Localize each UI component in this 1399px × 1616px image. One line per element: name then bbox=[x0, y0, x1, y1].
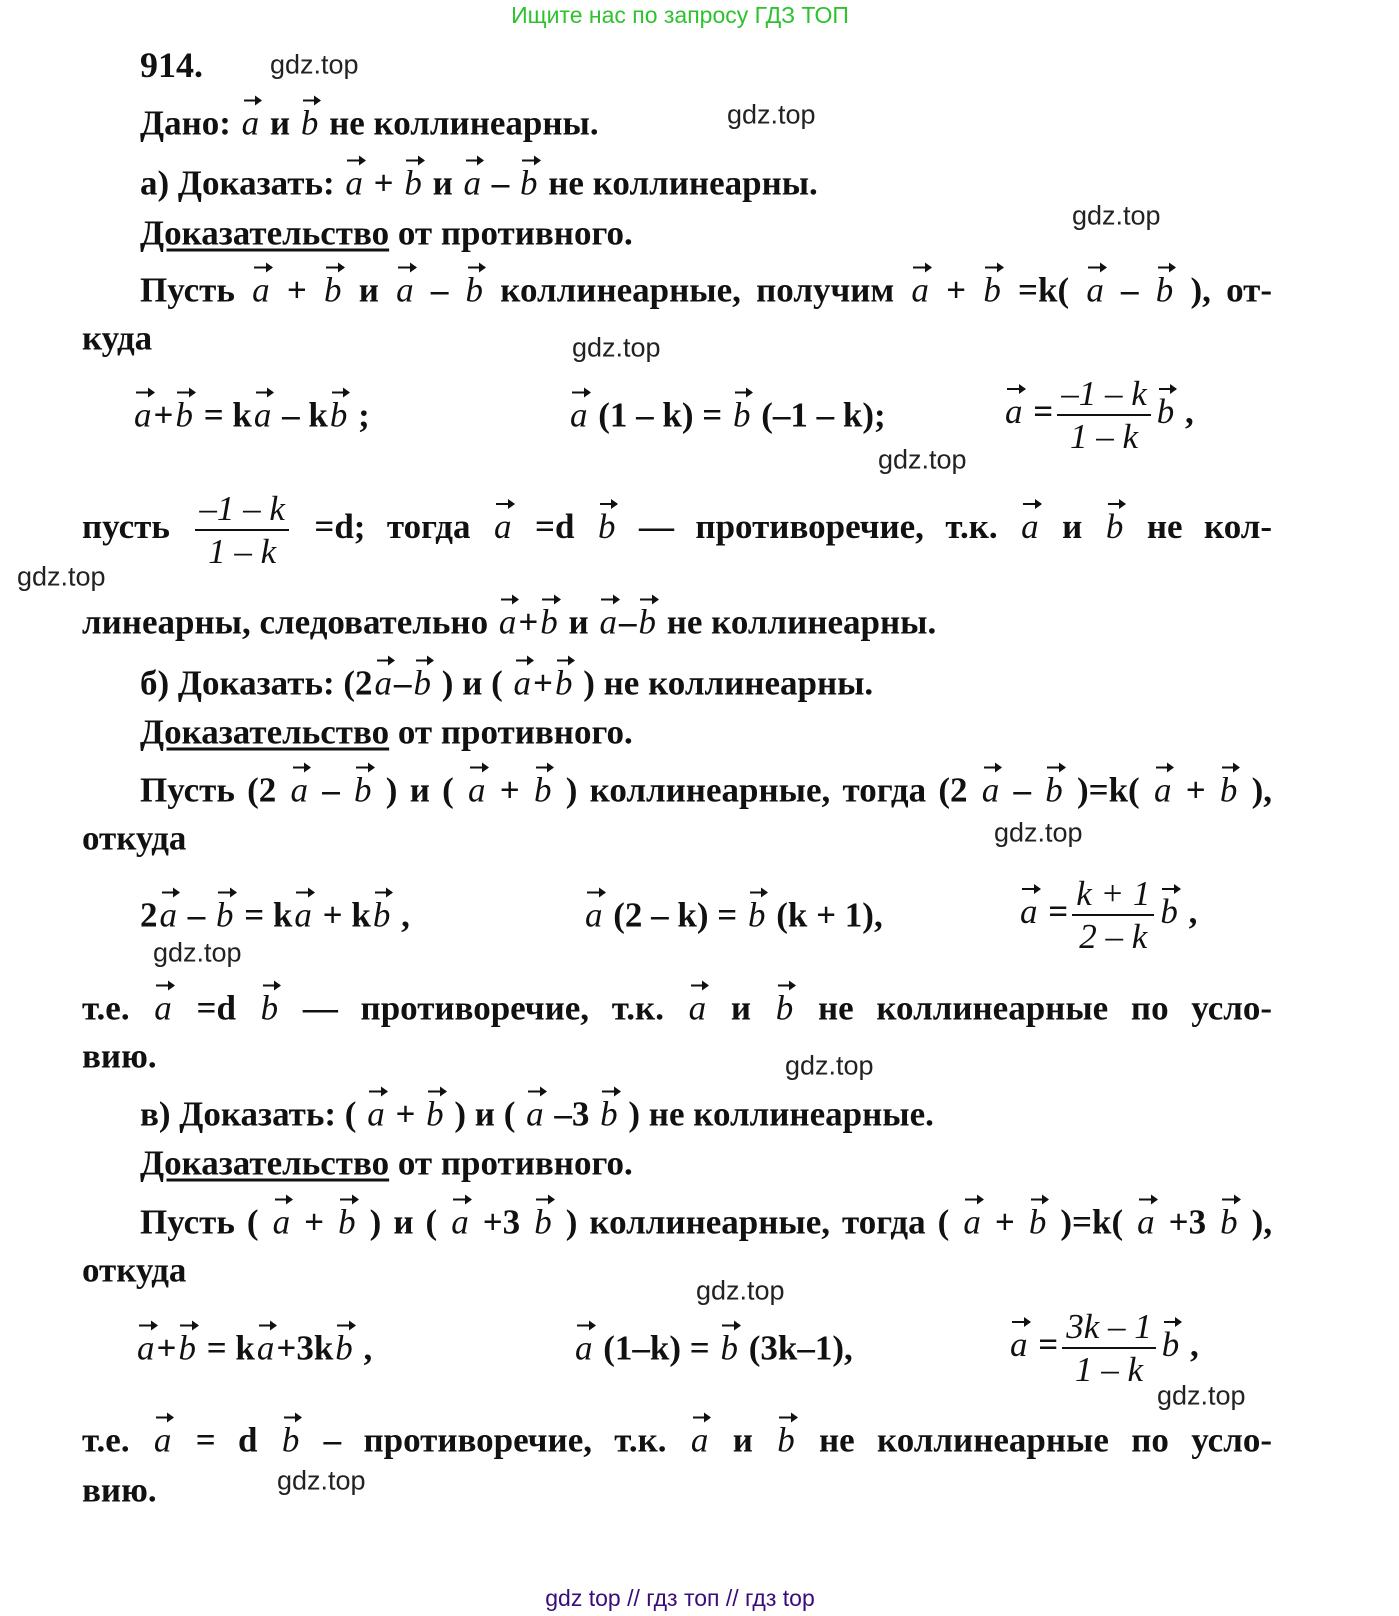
text: — противоречие, т.к. bbox=[302, 988, 687, 1028]
vector-b: b bbox=[335, 1328, 353, 1368]
text: = k bbox=[194, 395, 252, 435]
vector-a: a bbox=[981, 770, 1000, 810]
vector-a: a bbox=[688, 988, 707, 1028]
vector-a: a bbox=[256, 1328, 275, 1368]
text-line bbox=[82, 491, 1272, 569]
vector-a: a bbox=[468, 770, 486, 810]
text: + bbox=[533, 663, 553, 703]
vector-a: a bbox=[272, 1202, 291, 1242]
text: = bbox=[1029, 1325, 1059, 1365]
text: линеарны, следовательно bbox=[82, 602, 497, 642]
text-line bbox=[135, 1328, 373, 1368]
vector-b: b bbox=[178, 1328, 196, 1368]
text: – противоречие, т.к. bbox=[323, 1420, 689, 1460]
vector-a: a bbox=[451, 1202, 469, 1242]
text: – bbox=[1121, 270, 1139, 310]
vector-b: b bbox=[1161, 1325, 1180, 1365]
denominator: 2 – k bbox=[1079, 917, 1148, 956]
text: – bbox=[322, 770, 340, 810]
text: , bbox=[392, 895, 410, 935]
watermark: gdz.top bbox=[572, 332, 661, 363]
vector-a: a bbox=[526, 1094, 544, 1134]
vector-a: a bbox=[241, 103, 260, 143]
text: ), от- bbox=[1190, 270, 1272, 310]
text-line bbox=[82, 1250, 187, 1290]
text: (–1 – k); bbox=[752, 395, 886, 435]
text-line bbox=[82, 1470, 157, 1510]
watermark: gdz.top bbox=[153, 937, 242, 968]
text: + bbox=[286, 270, 307, 310]
text-line bbox=[82, 318, 153, 358]
vector-a: a bbox=[494, 507, 512, 547]
text-line bbox=[583, 895, 883, 935]
text: и bbox=[732, 1420, 776, 1460]
text: не кол- bbox=[1146, 507, 1273, 547]
text: –3 bbox=[545, 1094, 599, 1134]
vector-b: b bbox=[534, 1202, 552, 1242]
vector-b: b bbox=[638, 602, 656, 642]
text-line bbox=[140, 1143, 633, 1183]
vector-a: a bbox=[585, 895, 603, 935]
vector-b: b bbox=[404, 163, 422, 203]
text: + bbox=[153, 395, 174, 435]
vector-a: a bbox=[1020, 892, 1038, 932]
text-line bbox=[140, 1094, 934, 1134]
fraction bbox=[1057, 376, 1151, 454]
watermark: gdz.top bbox=[17, 561, 106, 592]
text: не коллинеарные по усло- bbox=[817, 988, 1273, 1028]
underlined-text: Доказательство bbox=[140, 712, 390, 752]
denominator: 1 – k bbox=[1069, 417, 1138, 456]
watermark: gdz.top bbox=[277, 1465, 366, 1496]
text: = k bbox=[235, 895, 293, 935]
text: т.е. bbox=[82, 1420, 152, 1460]
text-line bbox=[568, 395, 886, 435]
text: и bbox=[559, 602, 598, 642]
text-line bbox=[132, 395, 370, 435]
vector-b: b bbox=[775, 988, 794, 1028]
vector-a: a bbox=[1137, 1202, 1155, 1242]
vector-a: a bbox=[294, 895, 312, 935]
vector-a: a bbox=[570, 395, 588, 435]
text: =k( bbox=[1018, 270, 1085, 310]
vector-b: b bbox=[983, 270, 1001, 310]
vector-a: a bbox=[134, 395, 152, 435]
vector-a: a bbox=[1086, 270, 1104, 310]
vector-a: a bbox=[154, 988, 172, 1028]
text: ) и ( bbox=[433, 663, 512, 703]
text: = bbox=[1024, 392, 1054, 432]
text-line bbox=[82, 1420, 1272, 1460]
vector-b: b bbox=[1220, 1202, 1238, 1242]
watermark: gdz.top bbox=[785, 1050, 874, 1081]
text: и bbox=[358, 270, 395, 310]
fraction bbox=[1072, 876, 1154, 954]
text-line bbox=[140, 663, 874, 703]
text: ) не коллинеарны. bbox=[574, 663, 874, 703]
text: б) Доказать: (2 bbox=[140, 663, 373, 703]
text: – bbox=[618, 602, 637, 642]
vector-b: b bbox=[597, 507, 616, 547]
text-line bbox=[82, 988, 1273, 1028]
fraction bbox=[1062, 1309, 1156, 1387]
text-line bbox=[140, 163, 818, 203]
numerator: –1 – k bbox=[195, 491, 289, 531]
text-line bbox=[1008, 1309, 1199, 1387]
denominator: 1 – k bbox=[1074, 1350, 1143, 1389]
text-line bbox=[140, 895, 410, 935]
text: вию. bbox=[82, 1470, 157, 1510]
vector-b: b bbox=[1105, 507, 1124, 547]
text: Пусть ( bbox=[140, 1202, 271, 1242]
text: + bbox=[156, 1328, 177, 1368]
vector-a: a bbox=[463, 163, 482, 203]
vector-a: a bbox=[252, 270, 270, 310]
text: – bbox=[483, 163, 519, 203]
text: +3k bbox=[276, 1328, 334, 1368]
vector-b: b bbox=[426, 1094, 444, 1134]
text: – bbox=[1013, 770, 1031, 810]
vector-b: b bbox=[354, 770, 372, 810]
text: откуда bbox=[82, 818, 187, 858]
text: куда bbox=[82, 318, 153, 358]
text: от противного. bbox=[389, 1143, 633, 1183]
text: + bbox=[364, 163, 403, 203]
vector-b: b bbox=[554, 663, 573, 703]
search-banner: Ищите нас по запросу ГДЗ ТОП bbox=[511, 2, 849, 28]
text: , bbox=[1179, 892, 1198, 932]
watermark: gdz.top bbox=[696, 1275, 785, 1306]
text: (k + 1), bbox=[767, 895, 883, 935]
vector-b: b bbox=[329, 395, 348, 435]
text: и bbox=[423, 163, 462, 203]
vector-b: b bbox=[413, 663, 432, 703]
text: + bbox=[499, 770, 520, 810]
vector-b: b bbox=[520, 163, 538, 203]
text: а) Доказать: bbox=[140, 163, 344, 203]
text: + bbox=[518, 602, 539, 642]
text: = k bbox=[197, 1328, 255, 1368]
text: + bbox=[386, 1094, 425, 1134]
numerator: –1 – k bbox=[1057, 376, 1151, 416]
text-line bbox=[140, 1202, 1273, 1242]
text: не коллинеарны. bbox=[320, 103, 599, 143]
vector-b: b bbox=[260, 988, 279, 1028]
vector-b: b bbox=[1160, 892, 1178, 932]
text: + k bbox=[313, 895, 371, 935]
vector-b: b bbox=[324, 270, 342, 310]
text: = d bbox=[195, 1420, 258, 1460]
text: не коллинеарны. bbox=[657, 602, 937, 642]
vector-a: a bbox=[1021, 507, 1039, 547]
vector-a: a bbox=[367, 1094, 385, 1134]
text: пусть bbox=[82, 507, 170, 547]
text: ) коллинеарные, тогда ( bbox=[565, 1202, 962, 1242]
text-line bbox=[140, 712, 633, 752]
vector-a: a bbox=[345, 163, 363, 203]
text: ) коллинеарные, тогда (2 bbox=[565, 770, 968, 810]
text: – bbox=[430, 270, 449, 310]
text: (3k–1), bbox=[739, 1328, 853, 1368]
vector-b: b bbox=[465, 270, 484, 310]
vector-a: a bbox=[963, 1202, 981, 1242]
text: =d bbox=[535, 507, 575, 547]
text-line bbox=[1018, 876, 1197, 954]
vector-b: b bbox=[1045, 770, 1063, 810]
text: вию. bbox=[82, 1036, 157, 1076]
text: 2 bbox=[140, 895, 158, 935]
text: , bbox=[1176, 392, 1194, 432]
text: ) и ( bbox=[385, 770, 467, 810]
vector-b: b bbox=[732, 395, 751, 435]
text: + bbox=[946, 270, 967, 310]
vector-a: a bbox=[498, 602, 517, 642]
text: , bbox=[1181, 1325, 1199, 1365]
vector-a: a bbox=[159, 895, 177, 935]
text-line bbox=[140, 213, 633, 253]
vector-a: a bbox=[513, 663, 532, 703]
text: – k bbox=[273, 395, 328, 435]
text-line bbox=[82, 1036, 157, 1076]
text: т.е. bbox=[82, 988, 153, 1028]
vector-b: b bbox=[300, 103, 319, 143]
text: = bbox=[1039, 892, 1069, 932]
text: ), bbox=[1251, 770, 1273, 810]
text: , bbox=[354, 1328, 373, 1368]
text: + bbox=[304, 1202, 325, 1242]
text: ; bbox=[349, 395, 370, 435]
vector-b: b bbox=[1155, 270, 1174, 310]
vector-b: b bbox=[1028, 1202, 1047, 1242]
vector-b: b bbox=[600, 1094, 618, 1134]
text: – bbox=[394, 663, 412, 703]
vector-a: a bbox=[374, 663, 393, 703]
text: – bbox=[179, 895, 214, 935]
text: =d bbox=[196, 988, 236, 1028]
text: +3 bbox=[482, 1202, 533, 1242]
vector-a: a bbox=[599, 602, 617, 642]
text-line bbox=[82, 602, 937, 642]
text: (2 – k) = bbox=[604, 895, 746, 935]
vector-b: b bbox=[747, 895, 766, 935]
text: ) и ( bbox=[445, 1094, 525, 1134]
vector-b: b bbox=[372, 895, 391, 935]
numerator: k + 1 bbox=[1072, 876, 1154, 916]
vector-a: a bbox=[1005, 392, 1023, 432]
vector-a: a bbox=[253, 395, 272, 435]
text: +3 bbox=[1168, 1202, 1219, 1242]
underlined-text: Доказательство bbox=[140, 1143, 390, 1183]
denominator: 1 – k bbox=[208, 532, 277, 571]
text: от противного. bbox=[389, 712, 633, 752]
text: — противоречие, т.к. bbox=[638, 507, 1020, 547]
watermark: gdz.top bbox=[994, 817, 1083, 848]
text: Пусть bbox=[140, 270, 251, 310]
text: (1 – k) = bbox=[589, 395, 731, 435]
watermark: gdz.top bbox=[270, 49, 359, 80]
vector-a: a bbox=[290, 770, 309, 810]
vector-b: b bbox=[533, 770, 552, 810]
vector-b: b bbox=[175, 395, 193, 435]
text: не коллинеарны. bbox=[539, 163, 818, 203]
vector-a: a bbox=[911, 270, 929, 310]
vector-b: b bbox=[281, 1420, 300, 1460]
text: ) и ( bbox=[369, 1202, 450, 1242]
text: Пусть (2 bbox=[140, 770, 277, 810]
watermark: gdz.top bbox=[1157, 1380, 1246, 1411]
vector-b: b bbox=[216, 895, 234, 935]
vector-a: a bbox=[1153, 770, 1172, 810]
watermark: gdz.top bbox=[1072, 200, 1161, 231]
text-line bbox=[573, 1328, 853, 1368]
vector-a: a bbox=[690, 1420, 709, 1460]
vector-a: a bbox=[1010, 1325, 1028, 1365]
vector-b: b bbox=[777, 1420, 795, 1460]
underlined-text: Доказательство bbox=[140, 213, 390, 253]
watermark: gdz.top bbox=[727, 99, 816, 130]
text: + bbox=[1185, 770, 1206, 810]
footer-watermark: gdz top // гдз топ // гдз top bbox=[545, 1585, 815, 1611]
vector-a: a bbox=[153, 1420, 172, 1460]
text-line bbox=[82, 818, 187, 858]
text: )=k( bbox=[1060, 1202, 1136, 1242]
vector-b: b bbox=[720, 1328, 738, 1368]
vector-a: a bbox=[575, 1328, 593, 1368]
vector-a: a bbox=[396, 270, 414, 310]
text-line bbox=[1003, 376, 1194, 454]
text: от противного. bbox=[389, 213, 633, 253]
vector-b: b bbox=[338, 1202, 356, 1242]
text: (1–k) = bbox=[594, 1328, 719, 1368]
text: и bbox=[1062, 507, 1104, 547]
text: ), bbox=[1251, 1202, 1273, 1242]
text: и bbox=[261, 103, 299, 143]
text: и bbox=[730, 988, 774, 1028]
text: коллинеарные, получим bbox=[500, 270, 910, 310]
text: + bbox=[994, 1202, 1015, 1242]
text-line bbox=[140, 103, 599, 143]
text: ) не коллинеарные. bbox=[619, 1094, 934, 1134]
text: откуда bbox=[82, 1250, 187, 1290]
numerator: 3k – 1 bbox=[1062, 1309, 1156, 1349]
text: не коллинеарные по усло- bbox=[819, 1420, 1272, 1460]
problem-number: 914. bbox=[140, 45, 203, 85]
watermark: gdz.top bbox=[878, 444, 967, 475]
text: Дано: bbox=[140, 103, 240, 143]
text: )=k( bbox=[1076, 770, 1152, 810]
vector-b: b bbox=[1219, 770, 1238, 810]
vector-b: b bbox=[1156, 392, 1175, 432]
vector-a: a bbox=[137, 1328, 155, 1368]
fraction bbox=[195, 491, 289, 569]
vector-b: b bbox=[540, 602, 558, 642]
text: =d; тогда bbox=[314, 507, 493, 547]
text: в) Доказать: ( bbox=[140, 1094, 366, 1134]
text-line bbox=[140, 770, 1273, 810]
text-line bbox=[140, 270, 1272, 310]
